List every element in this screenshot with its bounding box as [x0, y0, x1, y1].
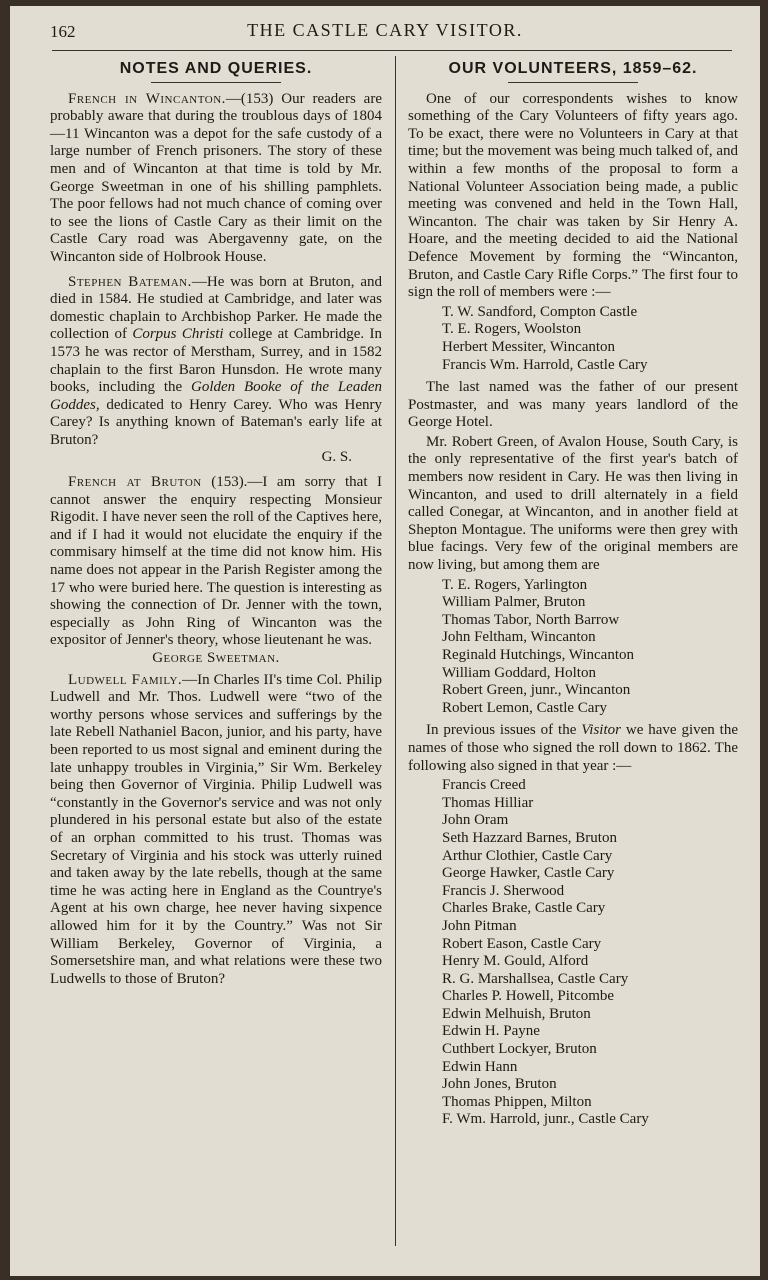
note-french-at-bruton — [50, 474, 382, 650]
para-italic: Visitor — [581, 722, 621, 739]
list-item: Thomas Phippen, Milton — [442, 1093, 592, 1110]
note-text: college at Cambridge. In 1573 he was rector of Merstham, Surrey, and in 1582 chaplain to the first Baron Hunsdon. He wrote many books, including the — [50, 326, 382, 396]
list-item: Francis J. Sherwood — [442, 882, 565, 899]
list-item: Henry M. Gould, Alford — [442, 953, 589, 970]
note-italic: Golden Booke of the Leaden Goddes, — [50, 379, 382, 413]
robert-green-paragraph: Mr. Robert Green, of Avalon House, South Cary, is the only representative of the first year's batch of members now resident in Cary. He was then living in Wincanton, and used to drill alternately in a field called Conegar, at Wincanton, and in another field at Shepton Montague. The uniforms were then grey with blue facings. Very few of the original members are now living, but among them are — [408, 433, 738, 574]
journal-title: THE CASTLE CARY VISITOR. — [247, 20, 523, 40]
para-text: In previous issues of the — [426, 722, 582, 739]
list-item: Robert Lemon, Castle Cary — [442, 699, 607, 716]
list-item: John Oram — [442, 812, 509, 829]
postmaster-paragraph: The last named was the father of our present Postmaster, and was many years landlord of the George Hotel. — [408, 379, 738, 431]
note-signature: George Sweetman. — [152, 650, 280, 666]
volunteers-heading: OUR VOLUNTEERS, 1859–62. — [448, 60, 698, 77]
list-item: John Feltham, Wincanton — [442, 629, 596, 646]
note-text: —(153) Our readers are probably aware that during the troublous days of 1804—11 Wincanton was a depot for the safe custody of a large number of French prisoners. The story of these men and of Wincanton at that time is told by Mr. George Sweetman in one of his shilling pamphlets. The poor fellows had not much chance of coming over to see the lions of Castle Cary as their limit on the Castle Cary road was Abergavenny gate, on the Wincanton side of Holbrook House. — [50, 90, 382, 265]
list-item: Arthur Clothier, Castle Cary — [442, 847, 613, 864]
notes-heading: NOTES AND QUERIES. — [119, 60, 313, 77]
list-item: John Jones, Bruton — [442, 1076, 557, 1093]
list-item: Robert Eason, Castle Cary — [442, 935, 602, 952]
list-item: T. E. Rogers, Yarlington — [442, 576, 588, 593]
note-lead: French at Bruton — [68, 474, 202, 491]
volunteers-heading-rule — [508, 82, 638, 83]
volunteers-intro: One of our correspondents wishes to know something of the Cary Volunteers of fifty years ago. To be exact, there were no Volunteers in Cary at that time; but the movement was being much talked of, and within a few months of the proposal to form a National Volunteer Association being made, a public meeting was convened and held in the Town Hall, Wincanton. The chair was taken by Sir Henry A. Hoare, and the meeting decided to aid the National Defence Movement by forming the “Wincanton, Bruton, and Castle Cary Rifle Corps.” The first four to sign the roll of members were :— — [408, 90, 738, 301]
notes-heading-rule — [151, 82, 281, 83]
list-item: William Goddard, Holton — [442, 664, 596, 681]
list-item: Edwin H. Payne — [442, 1023, 540, 1040]
list-item: Reginald Hutchings, Wincanton — [442, 647, 635, 663]
running-header — [10, 18, 760, 48]
page-number: 162 — [50, 22, 76, 41]
list-item: Francis Creed — [442, 777, 526, 794]
note-stephen-bateman — [50, 274, 382, 450]
note-text: (153).—I am sorry that I cannot answer the enquiry respecting Monsieur Rigodit. I have never seen the roll of the Captives here, and if I had it would not elucidate the enquiry if the commisary himself at the time did not know him. His name does not appear in the Parish Register among the 17 who were buried here. The question is interesting as showing the connection of Dr. Jenner with the town, especially as John Ring of Wincanton was the expositor of Jenner's theory, whose lieutenant he was. — [50, 474, 382, 649]
note-lead: French in Wincanton. — [68, 90, 226, 107]
note-text: —He was born at Bruton, and died in 1584. He studied at Cambridge, and later was domestic chaplain to Archbishop Parker. He made the collection of — [50, 273, 382, 343]
list-item: Edwin Hann — [442, 1058, 518, 1075]
list-item: Charles Brake, Castle Cary — [442, 900, 606, 917]
list-item: John Pitman — [442, 917, 517, 934]
para-text: we have given the names of those who signed the roll down to 1862. The following also signed in that year :— — [408, 722, 738, 774]
list-item: William Palmer, Bruton — [442, 594, 586, 611]
list-item: Thomas Tabor, North Barrow — [442, 611, 620, 628]
list-item: R. G. Marshallsea, Castle Cary — [442, 970, 629, 987]
column-divider — [395, 56, 396, 1246]
list-item: Edwin Melhuish, Bruton — [442, 1005, 591, 1022]
list-item: T. W. Sandford, Compton Castle — [442, 303, 638, 320]
notes-and-queries-column — [50, 56, 382, 995]
header-rule — [52, 50, 732, 51]
list-item: Francis Wm. Harrold, Castle Cary — [442, 356, 648, 373]
list-item: Thomas Hilliar — [442, 794, 534, 811]
note-ludwell-family — [50, 672, 382, 989]
list-item: F. Wm. Harrold, junr., Castle Cary — [442, 1111, 649, 1128]
note-text: dedicated to Henry Carey. Who was Henry Carey? Is anything known of Bateman's early life at Bruton? — [50, 396, 382, 448]
note-lead: Ludwell Family. — [68, 671, 183, 688]
list-item: Seth Hazzard Barnes, Bruton — [442, 829, 617, 846]
note-signature: G. S. — [321, 449, 352, 466]
note-lead: Stephen Bateman. — [68, 273, 192, 290]
volunteers-column — [408, 56, 738, 1134]
note-text: —In Charles II's time Col. Philip Ludwell and Mr. Thos. Ludwell were “two of the worthy persons whose services and sufferings by the late Rebell Nathaniel Bacon, junior, and his party, have been reported to us most signal and eminent during the late unhappy troubles in Virginia,” Sir Wm. Berkeley being then Governor of Virginia. Philip Ludwell was “constantly in the Governor's service and was not only plundered in his personal estate but also of the estate of an orphan committed to his trust. Thomas was Secretary of Virginia and his stock was utterly ruined and taken away by the late rebells, though at the same time he was acting here in England as the Countrye's Agent at his own charge, hee never having sixpence allowed him for it by the Country.” Was not Sir William Berkeley, Governor of Virginia, a Somersetshire man, and what relations were these two Ludwells to those of Bruton? — [50, 671, 382, 987]
magazine-page — [10, 6, 760, 1276]
signed-1862-list — [408, 777, 738, 1129]
first-four-list — [408, 304, 738, 374]
list-item: T. E. Rogers, Woolston — [442, 321, 582, 338]
list-item: Cuthbert Lockyer, Bruton — [442, 1041, 597, 1058]
list-item: George Hawker, Castle Cary — [442, 865, 615, 882]
list-item: Charles P. Howell, Pitcombe — [442, 988, 615, 1005]
previous-issues-paragraph — [408, 722, 738, 775]
list-item: Robert Green, junr., Wincanton — [442, 682, 631, 699]
living-members-list — [408, 577, 738, 718]
note-italic: Corpus Christi — [132, 326, 224, 343]
note-french-in-wincanton — [50, 91, 382, 267]
list-item: Herbert Messiter, Wincanton — [442, 338, 616, 355]
